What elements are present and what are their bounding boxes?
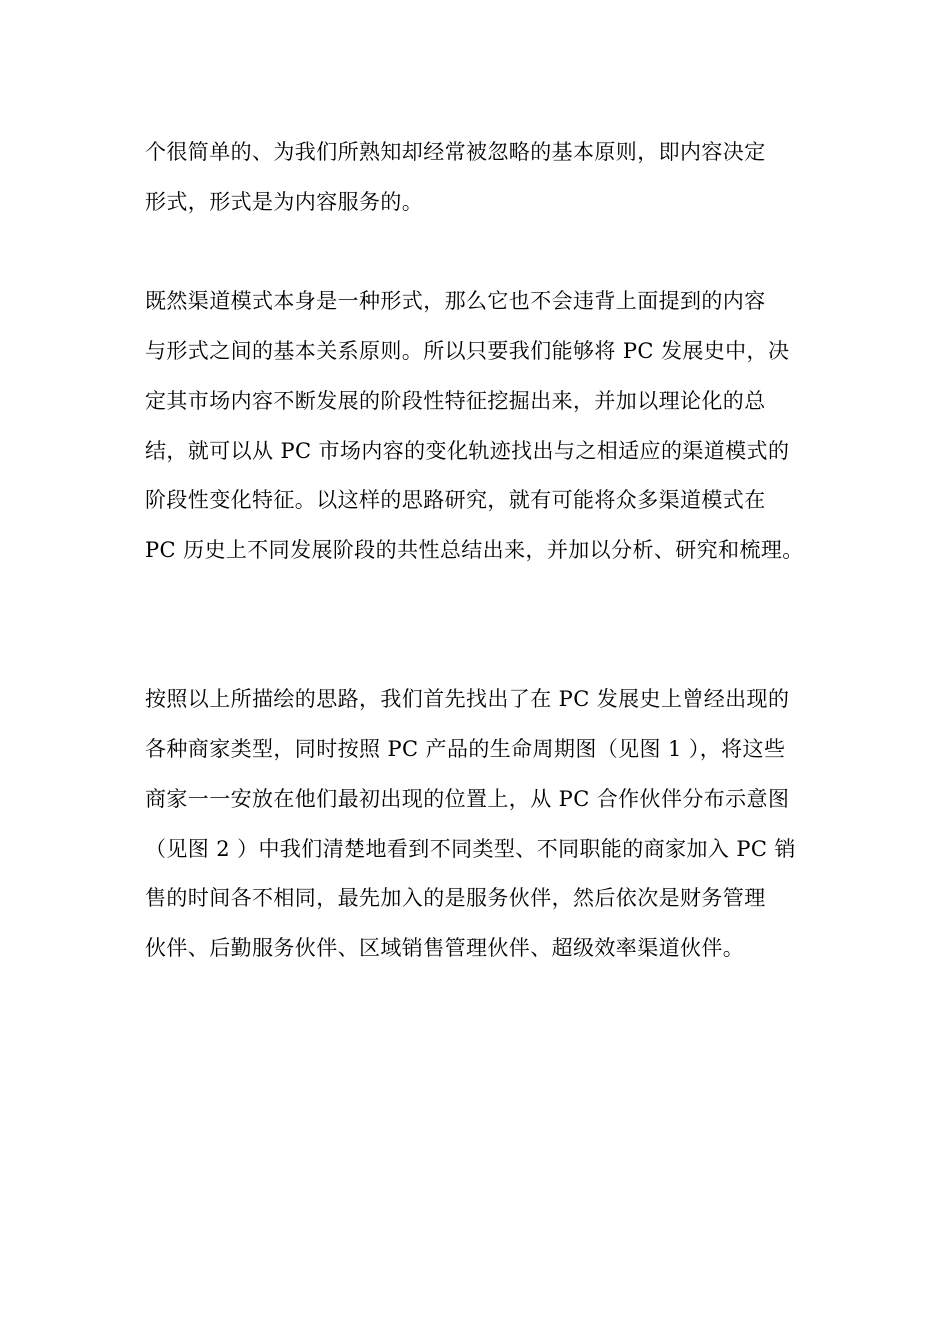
paragraph-3-line-5: 售的时间各不相同，最先加入的是服务伙伴，然后依次是财务管理: [145, 886, 766, 910]
paragraph-3-line-1: 按照以上所描绘的思路，我们首先找出了在 PC 发展史上曾经出现的: [145, 687, 790, 711]
paragraph-2-line-2: 与形式之间的基本关系原则。所以只要我们能够将 PC 发展史中，决: [145, 339, 790, 363]
paragraph-2-line-1: 既然渠道模式本身是一种形式，那么它也不会违背上面提到的内容: [145, 289, 766, 313]
paragraph-3-line-6: 伙伴、后勤服务伙伴、区域销售管理伙伴、超级效率渠道伙伴。: [145, 936, 745, 960]
paragraph-2-line-6: PC 历史上不同发展阶段的共性总结出来，并加以分析、研究和梳理。: [145, 538, 804, 562]
paragraph-3-line-4: （见图 2 ）中我们清楚地看到不同类型、不同职能的商家加入 PC 销: [145, 837, 796, 861]
paragraph-1-line-2: 形式，形式是为内容服务的。: [145, 190, 424, 214]
paragraph-2-line-4: 结，就可以从 PC 市场内容的变化轨迹找出与之相适应的渠道模式的: [145, 439, 790, 463]
paragraph-2-line-3: 定其市场内容不断发展的阶段性特征挖掘出来，并加以理论化的总: [145, 389, 766, 413]
paragraph-3-line-2: 各种商家类型，同时按照 PC 产品的生命周期图（见图 1 ），将这些: [145, 737, 786, 761]
paragraph-2-line-5: 阶段性变化特征。以这样的思路研究，就有可能将众多渠道模式在: [145, 488, 766, 512]
paragraph-3-line-3: 商家一一安放在他们最初出现的位置上，从 PC 合作伙伴分布示意图: [145, 787, 790, 811]
paragraph-1-line-1: 个很简单的、为我们所熟知却经常被忽略的基本原则，即内容决定: [145, 140, 766, 164]
